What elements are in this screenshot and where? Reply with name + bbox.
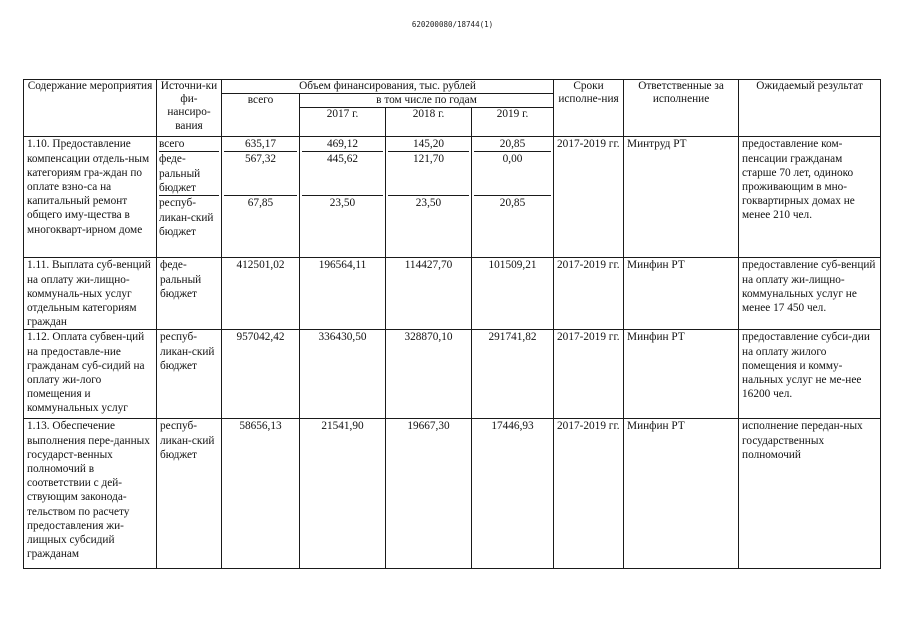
table-row (24, 330, 881, 419)
row-terms: 2017-2019 гг. (554, 330, 624, 419)
source-total: всего (159, 138, 185, 151)
value: 20,85 (474, 195, 551, 210)
source-federal: феде-ральный бюджет (159, 151, 219, 195)
value: 23,50 (388, 195, 469, 210)
row-2019: 101509,21 (472, 258, 554, 330)
row-content: 1.13. Обеспечение выполнения пере-данных государст-венных полномочий в соответствии с дей-ствующим законода-тельством по расчету предоставления жи-лищных субсидий гражданам (24, 419, 157, 569)
source-republic: респуб-ликан-ский бюджет (159, 195, 219, 239)
table-row (24, 137, 881, 258)
row-total (222, 137, 300, 258)
row-sources: респуб-ликан-ский бюджет (157, 419, 222, 569)
value: 67,85 (224, 195, 297, 210)
row-content: 1.12. Оплата субвен-ций на предоставле-ние гражданам суб-сидий на оплату жи-лого помещения и коммунальных услуг (24, 330, 157, 419)
header-sources: Источни-ки фи-нансиро-вания (157, 80, 222, 137)
row-2018: 328870,10 (386, 330, 472, 419)
table-row (24, 419, 881, 569)
row-2018: 19667,30 (386, 419, 472, 569)
row-responsible: Минтруд РТ (624, 137, 739, 258)
row-terms: 2017-2019 гг. (554, 419, 624, 569)
row-content: 1.10. Предоставление компенсации отдель-ным категориям гра-ждан по оплате взно-са на капитальный ремонт общего иму-щества в многокварт-ирном доме (24, 137, 157, 258)
row-2017 (300, 137, 386, 258)
row-2019: 291741,82 (472, 330, 554, 419)
value: 469,12 (326, 138, 359, 151)
header-2018: 2018 г. (386, 108, 472, 137)
table-row (24, 258, 881, 330)
header-volume: Объем финансирования, тыс. рублей (222, 80, 554, 94)
value: 23,50 (302, 195, 383, 210)
row-total: 412501,02 (222, 258, 300, 330)
row-result: предоставление субси-дии на оплату жилого помещения и комму-нальных услуг не ме-нее 16200 чел. (739, 330, 881, 419)
value: 0,00 (474, 151, 551, 195)
header-content: Содержание мероприятия (24, 80, 157, 137)
row-2017: 21541,90 (300, 419, 386, 569)
row-2019 (472, 137, 554, 258)
financing-table (23, 79, 881, 569)
value: 635,17 (244, 138, 277, 151)
row-2017: 336430,50 (300, 330, 386, 419)
value: 145,20 (412, 138, 445, 151)
row-total: 957042,42 (222, 330, 300, 419)
row-sources (157, 137, 222, 258)
row-2018 (386, 137, 472, 258)
row-content: 1.11. Выплата суб-венций на оплату жи-лищно-коммуналь-ных услуг отдельным категориям граждан (24, 258, 157, 330)
row-2018: 114427,70 (386, 258, 472, 330)
row-sources: респуб-ликан-ский бюджет (157, 330, 222, 419)
row-2017: 196564,11 (300, 258, 386, 330)
header-row-1 (24, 80, 881, 94)
row-sources: феде-ральный бюджет (157, 258, 222, 330)
value: 20,85 (499, 138, 526, 151)
header-by-years: в том числе по годам (300, 94, 554, 108)
value: 445,62 (302, 151, 383, 195)
row-result: предоставление суб-венций на оплату жи-лищно-коммунальных услуг не менее 17 450 чел. (739, 258, 881, 330)
row-responsible: Минфин РТ (624, 258, 739, 330)
header-2019: 2019 г. (472, 108, 554, 137)
row-result: предоставление ком-пенсации гражданам старше 70 лет, одиноко проживающим в мно-гоквартирных домах не менее 210 чел. (739, 137, 881, 258)
header-responsible: Ответственные за исполнение (624, 80, 739, 137)
row-total: 58656,13 (222, 419, 300, 569)
header-total: всего (222, 94, 300, 137)
header-2017: 2017 г. (300, 108, 386, 137)
row-responsible: Минфин РТ (624, 330, 739, 419)
header-terms: Сроки исполне-ния (554, 80, 624, 137)
row-2019: 17446,93 (472, 419, 554, 569)
value: 121,70 (388, 151, 469, 195)
row-responsible: Минфин РТ (624, 419, 739, 569)
row-terms: 2017-2019 гг. (554, 258, 624, 330)
row-result: исполнение передан-ных государственных полномочий (739, 419, 881, 569)
document-id: 620200080/18744(1) (411, 20, 494, 29)
row-terms: 2017-2019 гг. (554, 137, 624, 258)
header-result: Ожидаемый результат (739, 80, 881, 137)
value: 567,32 (224, 151, 297, 195)
